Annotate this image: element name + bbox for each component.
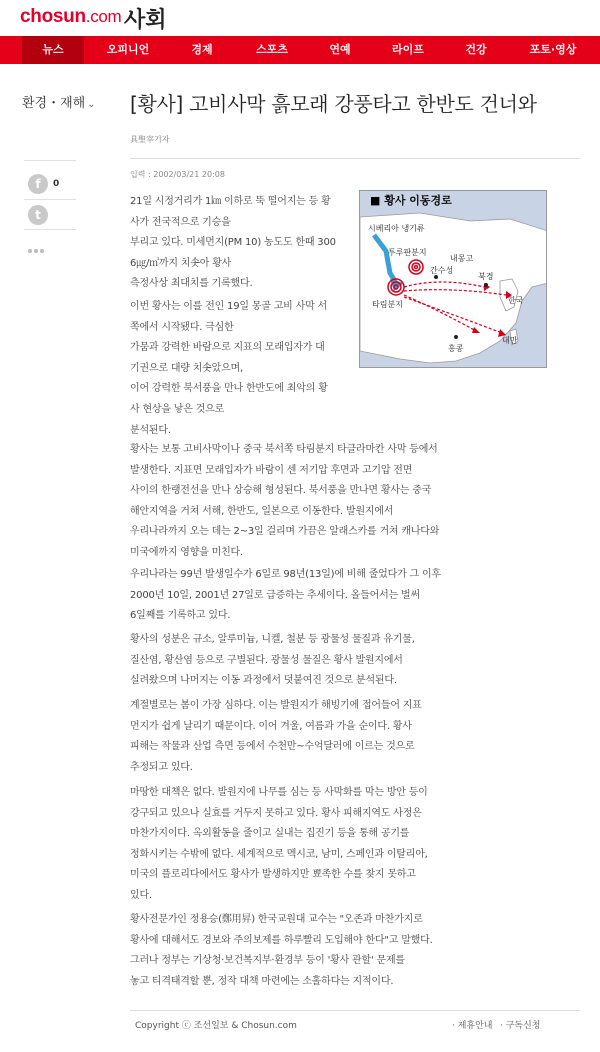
label-taiwan: 대만 [502, 336, 518, 345]
article-headline: [황사] 고비사막 흙모래 강풍타고 한반도 건너와 [130, 92, 537, 116]
label-siberia: 시베리아 냉기류 [368, 224, 425, 233]
article-paragraph [130, 910, 465, 992]
paragraph-line: 질산염, 황산염 등으로 구별된다. 광물성 물질은 황사 발원지에서 [130, 654, 403, 666]
nav-item-photo-video[interactable]: 포토·영상 [529, 43, 577, 56]
subsection-dropdown[interactable] [22, 92, 96, 111]
paragraph-line: 정화시키는 수밖에 없다. 세계적으로 멕시코, 남미, 스페인과 이탈리아, [130, 848, 428, 860]
paragraph-line: 측정사상 최대치를 기록했다. [130, 278, 253, 290]
subsection-label: 환경・재해 [22, 96, 86, 111]
site-header [0, 0, 600, 36]
paragraph-line: 먼지가 쉽게 날리기 때문이다. 이어 겨울, 여름과 가을 순이다. 황사 [130, 720, 412, 732]
divider [24, 229, 76, 230]
paragraph-line: 21일 시정거리가 1㎞ 이하로 뚝 떨어지는 등 황 [130, 196, 331, 207]
copyright-text: Copyright ⓒ 조선일보 & Chosun.com [135, 1021, 297, 1031]
article-paragraph [130, 696, 465, 778]
reporter-byline: 具聖宰기자 [130, 135, 170, 144]
more-share-icon[interactable] [28, 238, 48, 246]
logo-main: chosun [20, 6, 86, 27]
paragraph-line: 기권으로 대량 치솟았으며, [130, 362, 243, 374]
map-graphic [360, 191, 547, 368]
paragraph-line: 황사에 대해서도 경보와 주의보제를 하루빨리 도입해야 한다"고 말했다. [130, 934, 433, 946]
paragraph-line: 미국에까지 영향을 미친다. [130, 546, 243, 558]
nav-item-sports[interactable]: 스포츠 [256, 43, 288, 56]
site-logo[interactable] [20, 6, 121, 28]
facebook-share-count: 0 [53, 179, 60, 189]
paragraph-line: 분석된다. [130, 424, 171, 436]
facebook-share-button[interactable] [28, 174, 48, 194]
facebook-icon: f [35, 177, 41, 191]
nav-item-health[interactable]: 건강 [465, 43, 487, 56]
paragraph-line: 그러나 정부는 기상청·보건복지부·환경부 등이 '황사 관할' 문제를 [130, 955, 405, 967]
logo-domain: .com [85, 7, 122, 26]
paragraph-line: 황사는 보통 고비사막이나 중국 북서쪽 타림분지 타클라마칸 사막 등에서 [130, 444, 438, 455]
twitter-share-button[interactable] [28, 205, 48, 225]
article-paragraph [130, 192, 356, 295]
paragraph-line: 이어 강력한 북서풍을 만나 한반도에 최악의 황 [130, 383, 328, 395]
paragraph-line: 미국의 플로리다에서도 황사가 발생하지만 뾰족한 수를 찾지 못하고 [130, 869, 416, 881]
paragraph-line: 우리나라까지 오는 데는 2~3일 걸리며 가끔은 알래스카를 거쳐 캐나다와 [130, 526, 440, 538]
divider [130, 1010, 580, 1011]
paragraph-line: 발생한다. 지표면 모래입자가 바람이 센 저기압 후면과 고기압 전면 [130, 464, 413, 476]
article-paragraph [130, 440, 465, 564]
paragraph-line: 6일째를 기록하고 있다. [130, 610, 231, 622]
label-korea: 한국 [508, 296, 524, 305]
paragraph-line: 황사전문가인 정용승(鄭用昇) 한국교원대 교수는 "오존과 마찬가지로 [130, 914, 423, 925]
paragraph-line: 추정되고 있다. [130, 761, 193, 773]
twitter-icon: t [35, 208, 41, 222]
chevron-down-icon: ⌄ [87, 99, 96, 110]
paragraph-line: 놓고 티격태격할 뿐, 정작 대책 마련에는 소홀하다는 지적이다. [130, 975, 394, 987]
city-dot-hongkong [454, 335, 458, 339]
city-dot-gansu [434, 275, 438, 279]
nav-item-news[interactable]: 뉴스 [22, 36, 84, 64]
paragraph-line: 마땅한 대책은 없다. 발원지에 나무를 심는 등 사막화를 막는 방안 등이 [130, 787, 428, 798]
paragraph-line: 있다. [130, 889, 152, 901]
nav-item-opinion[interactable]: 오피니언 [106, 43, 150, 56]
paragraph-line: 쪽에서 시작됐다. 극심한 [130, 321, 234, 333]
paragraph-line: 이번 황사는 이를 전인 19일 몽골 고비 사막 서 [130, 301, 327, 312]
paragraph-line: 황사의 성분은 규소, 알루미늄, 니켈, 철분 등 광물성 물질과 유기물, [130, 634, 415, 645]
paragraph-line: 피해는 작물과 산업 측면 등에서 수천만~수억달러에 이르는 것으로 [130, 741, 415, 753]
label-hongkong: 홍콩 [448, 344, 464, 353]
paragraph-line: 부리고 있다. 미세먼지(PM 10) 농도도 한때 300 [130, 237, 336, 249]
label-tarim: 타림분지 [372, 300, 403, 309]
label-mongolia: 내몽고 [450, 254, 474, 263]
yellow-dust-route-map [359, 190, 547, 368]
map-title: ■ 황사 이동경로 [370, 194, 452, 207]
paragraph-line: 마찬가지이다. 옥외활동을 줄이고 실내는 집진기 등을 통해 공기를 [130, 828, 410, 840]
paragraph-line: 사 현상을 낳은 것으로 [130, 403, 225, 415]
paragraph-line: 우리나라는 99년 발생일수가 6일로 98년(13일)에 비해 줄었다가 그 이후 [130, 569, 441, 580]
label-gansu: 간수성 [430, 266, 454, 275]
nav-item-entertainment[interactable]: 연예 [329, 43, 351, 56]
paragraph-line: 6㎍/㎥까지 치솟아 황사 [130, 257, 232, 269]
section-title[interactable]: 사회 [124, 8, 167, 33]
nav-item-life[interactable]: 라이프 [392, 43, 424, 56]
divider [130, 158, 580, 159]
paragraph-line: 실려왔으며 나머지는 이동 과정에서 덧붙여진 것으로 분석된다. [130, 675, 397, 687]
article-paragraph [130, 630, 465, 692]
divider [24, 199, 76, 200]
label-beijing: 북경 [478, 272, 494, 281]
paragraph-line: 2000년 10일, 2001년 27일로 급증하는 추세이다. 올들어서는 벌써 [130, 589, 420, 601]
publish-date: 입력 : 2002/03/21 20:08 [130, 170, 225, 179]
paragraph-line: 해안지역을 거쳐 서해, 한반도, 일본으로 이동한다. 발원지에서 [130, 505, 394, 517]
subscribe-link[interactable]: · 구독신청 [500, 1021, 541, 1031]
divider [24, 160, 76, 161]
label-turpan: 투루판분지 [388, 248, 427, 257]
paragraph-line: 가뭄과 강력한 바람으로 지표의 모래입자가 대 [130, 342, 325, 354]
article-paragraph [130, 565, 465, 627]
article-paragraph [130, 783, 465, 907]
city-dot-beijing [484, 283, 488, 287]
paragraph-line: 사가 전국적으로 기승을 [130, 216, 231, 228]
paragraph-line: 사이의 한랭전선을 만나 상승해 형성된다. 북서풍을 만나면 황사는 중국 [130, 485, 432, 497]
article-paragraph [130, 297, 356, 441]
nav-item-economy[interactable]: 경제 [191, 43, 213, 56]
partnership-link[interactable]: · 제휴안내 [452, 1021, 493, 1031]
paragraph-line: 강구되고 있으나 실효를 거두지 못하고 있다. 황사 피해지역도 사정은 [130, 807, 422, 819]
paragraph-line: 계절별로는 봄이 가장 심하다. 이는 발원지가 해빙기에 접어들어 지표 [130, 700, 422, 711]
main-nav [0, 36, 600, 64]
